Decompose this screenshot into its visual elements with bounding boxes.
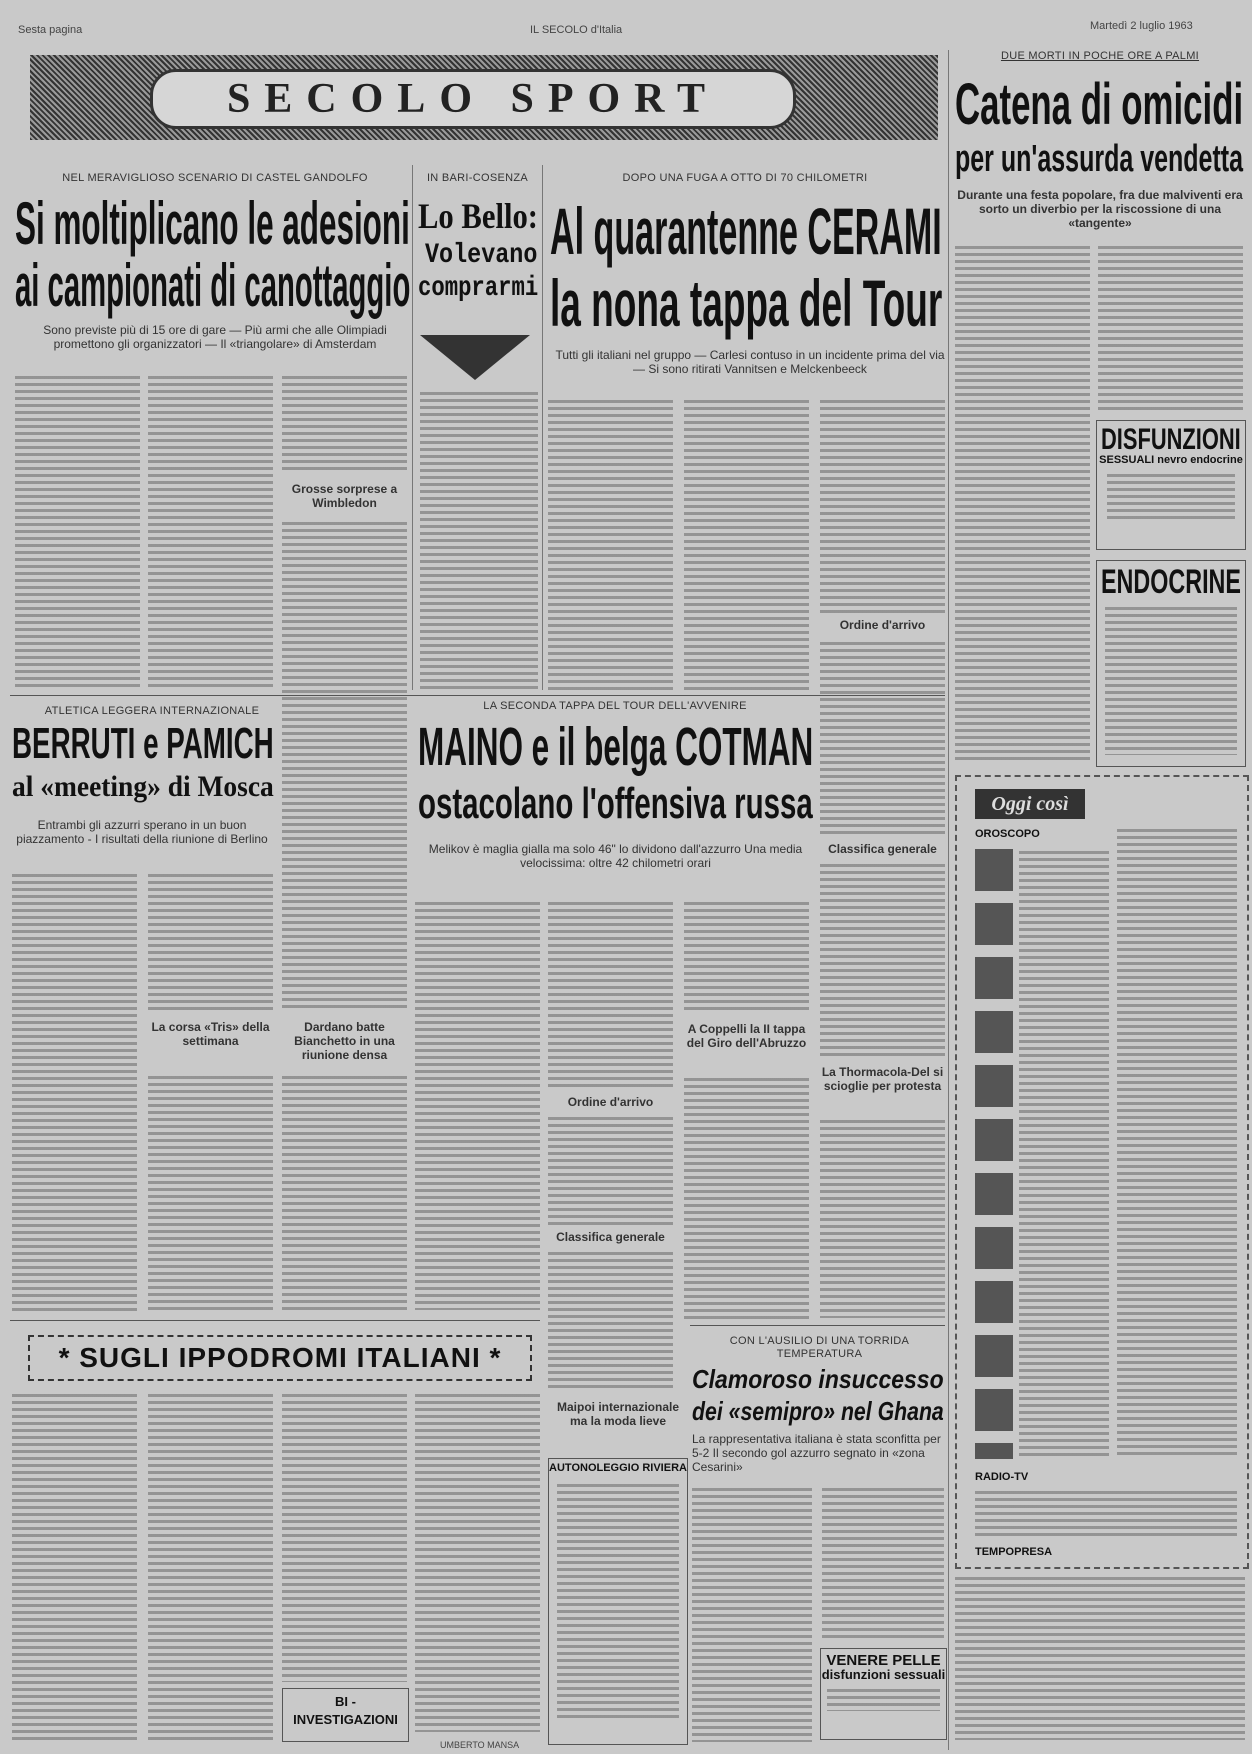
kicker: ATLETICA LEGGERA INTERNAZIONALE (44, 705, 260, 717)
headline: Al quarantenne CERAMI (550, 194, 942, 268)
article-body (12, 1392, 137, 1742)
article-body (684, 1076, 809, 1320)
article-body (955, 1575, 1245, 1740)
article-body (684, 900, 809, 1012)
kicker: DOPO UNA FUGA A OTTO DI 70 CHILOMETRI (622, 172, 868, 184)
subheadline: La rappresentativa italiana è stata sconfitta per 5-2 Il secondo gol azzurro segnato in «zona Cesarini» (692, 1432, 941, 1474)
headline: Catena di omicidi (955, 72, 1244, 137)
article-body (820, 398, 945, 613)
article-body (822, 1486, 944, 1642)
article-body (282, 374, 407, 474)
article-body (15, 374, 140, 690)
subheadline: Tutti gli italiani nel gruppo — Carlesi contuso in un incidente prima del via — Si sono ritirati Vannitsen e Melckenbeeck (555, 348, 945, 376)
headline: Clamoroso insuccesso (692, 1364, 944, 1394)
section-label: Classifica generale (556, 1230, 665, 1244)
headline: dei «semipro» nel Ghana (692, 1396, 944, 1426)
advertisement (282, 1688, 409, 1742)
section-label: Ordine d'arrivo (567, 1095, 654, 1109)
advertisement-endocrine (1096, 560, 1246, 767)
article-body (548, 900, 673, 1090)
article-body (148, 872, 273, 1010)
banner-title: SECOLO SPORT (226, 76, 720, 122)
oggi-title: Oggi così (975, 789, 1085, 819)
section-title: * SUGLI IPPODROMI ITALIANI * (58, 1342, 502, 1373)
advertisement (820, 1648, 947, 1740)
article-body (12, 872, 137, 1312)
radio-tv-title: RADIO-TV (975, 1471, 1029, 1483)
tempopresa-title: TEMPOPRESA (975, 1546, 1053, 1558)
ad-title: ENDOCRINE (1101, 563, 1241, 601)
headline: la nona tappa del Tour (550, 266, 943, 340)
ad-title: DISFUNZIONI (1101, 423, 1241, 456)
price-list (557, 1482, 679, 1722)
page-label: Sesta pagina (18, 24, 83, 36)
article-body (548, 398, 673, 690)
headline-small: La Thormacola-Del si scioglie per protesta (821, 1065, 944, 1093)
section-label: Classifica generale (828, 842, 937, 856)
subheadline: Durante una festa popolare, fra due malviventi era sorto un diverbio per la riscossione di una «tangente» (957, 188, 1243, 230)
headline: al «meeting» di Mosca (12, 770, 274, 803)
radio-listings (975, 1489, 1237, 1539)
headline-small: A Coppelli la II tappa del Giro dell'Abruzzo (686, 1022, 807, 1050)
results-list (548, 1115, 673, 1225)
ad-body (1107, 472, 1235, 522)
subheadline: Melikov è maglia gialla ma solo 46" lo dividono dall'azzurro Una media velocissima: oltre 42 chilometri orari (428, 842, 803, 870)
article-body (1098, 244, 1243, 412)
headline-small: Grosse sorprese a Wimbledon (291, 482, 398, 510)
ad-subtitle: SESSUALI nevro endocrine (1099, 454, 1243, 466)
headline-small: Dardano batte Bianchetto in una riunione densa (294, 1020, 395, 1062)
headline: Volevano (425, 240, 538, 271)
headline: comprarmi (418, 273, 539, 304)
arrow-down-icon (420, 335, 530, 380)
article-body (820, 1118, 945, 1318)
banner (30, 55, 938, 140)
ad-body (827, 1687, 940, 1711)
article-body (415, 1392, 540, 1732)
zodiac-icons (975, 849, 1013, 1459)
headline: BERRUTI e PAMICH (12, 719, 274, 768)
ad-title: BI - INVESTIGAZIONI (293, 1694, 398, 1727)
subheadline: Entrambi gli azzurri sperano in un buon piazzamento - I risultati della riunione di Berlino (16, 818, 268, 846)
section-label: Ordine d'arrivo (839, 618, 926, 632)
article-body (148, 374, 273, 690)
headline: per un'assurda vendetta (955, 138, 1244, 180)
results-list (548, 1250, 673, 1390)
headline: Si moltiplicano le adesioni (15, 190, 410, 257)
headline-small: La corsa «Tris» della settimana (151, 1020, 270, 1048)
headline-small: Maipoi internazionale ma la moda lieve (556, 1400, 679, 1428)
signature: UMBERTO MANSA (440, 1740, 520, 1750)
headline: ostacolano l'offensiva russa (418, 779, 813, 828)
paper-name: IL SECOLO d'Italia (530, 24, 623, 36)
article-body (282, 1392, 407, 1682)
ad-title: AUTONOLEGGIO RIVIERA (549, 1462, 687, 1474)
headline: Lo Bello: (418, 196, 538, 236)
advertisement (548, 1458, 688, 1745)
oggi-cosi-box (955, 775, 1249, 1569)
article-body (420, 390, 538, 690)
advertisement-disfunzioni (1096, 420, 1246, 550)
banner-plate (150, 69, 796, 129)
tv-listings (1117, 827, 1237, 1459)
section-box (28, 1335, 532, 1381)
kicker: IN BARI-COSENZA (426, 172, 529, 184)
article-body (692, 1486, 812, 1742)
subheadline: Sono previste più di 15 ore di gare — Più armi che alle Olimpiadi promettono gli organizzatori — Il «triangolare» di Amsterdam (43, 323, 387, 351)
article-body (148, 1074, 273, 1312)
article-body (684, 398, 809, 690)
kicker: LA SECONDA TAPPA DEL TOUR DELL'AVVENIRE (483, 700, 747, 712)
headline: ai campionati di canottaggio (15, 252, 411, 319)
horoscope-title: OROSCOPO (975, 828, 1040, 840)
article-body (955, 244, 1090, 762)
headline: MAINO e il belga COTMAN (418, 717, 814, 777)
article-body (415, 900, 540, 1310)
results-list (820, 862, 945, 1057)
ad-body (1105, 605, 1237, 755)
ad-title: VENERE PELLE (826, 1652, 941, 1669)
kicker: DUE MORTI IN POCHE ORE A PALMI (1000, 50, 1200, 62)
date: Martedì 2 luglio 1963 (1090, 20, 1193, 32)
ad-subtitle: disfunzioni sessuali (821, 1667, 946, 1682)
kicker: NEL MERAVIGLIOSO SCENARIO DI CASTEL GANDOLFO (62, 172, 368, 184)
article-body (148, 1392, 273, 1742)
kicker: CON L'AUSILIO DI UNA TORRIDA TEMPERATURA (729, 1335, 910, 1360)
article-body (282, 1074, 407, 1312)
horoscope-text (1019, 849, 1109, 1459)
